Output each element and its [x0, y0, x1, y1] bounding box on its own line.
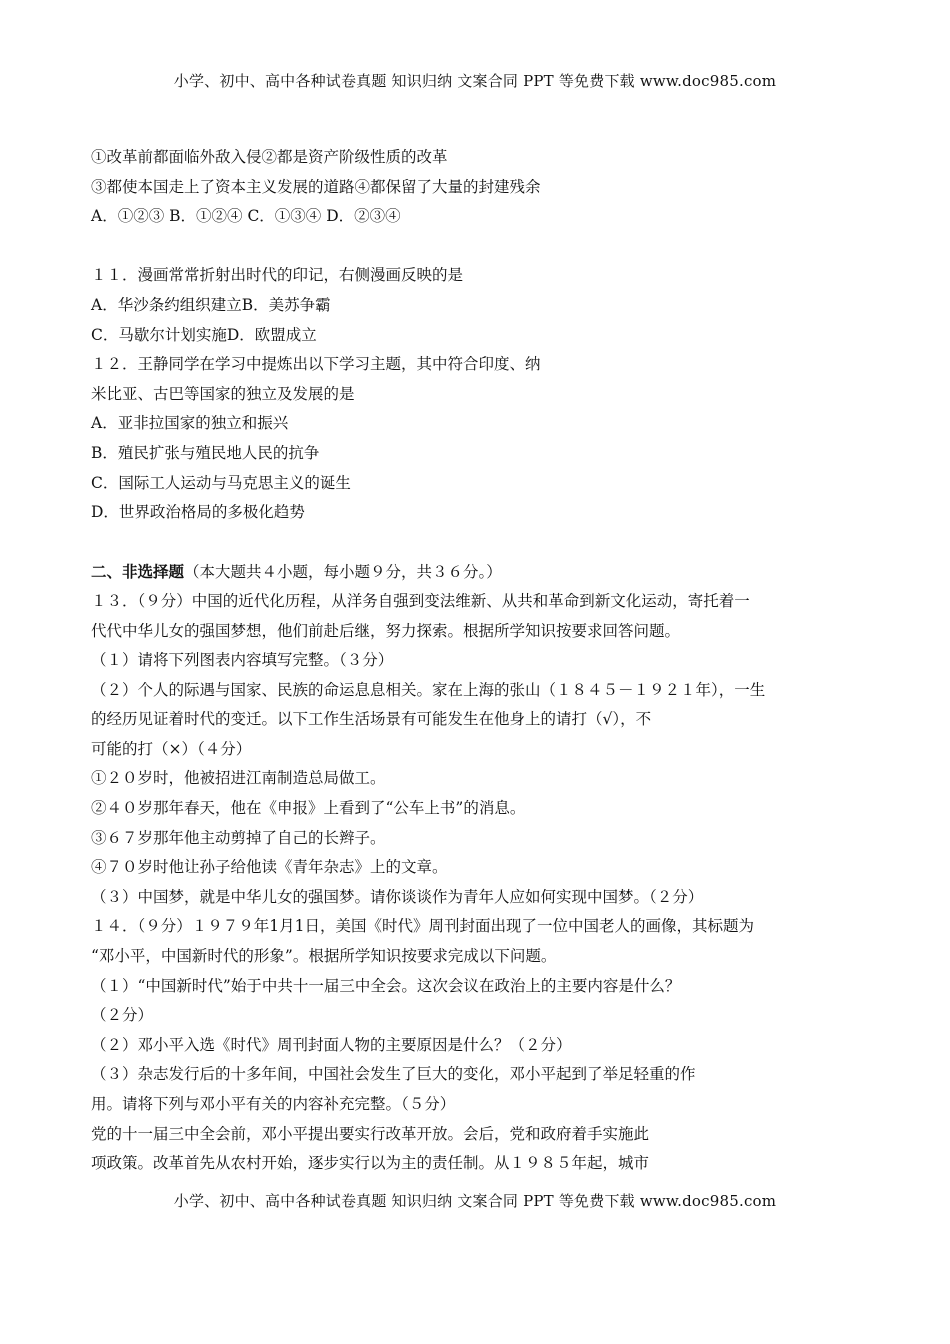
text-line: ③都使本国走上了资本主义发展的道路④都保留了大量的封建残余	[91, 177, 541, 196]
question-12: １２．王静同学在学习中提炼出以下学习主题，其中符合印度、纳	[91, 355, 541, 374]
text-line: （３）中国梦，就是中华儿女的强国梦。请你谈谈作为青年人应如何实现中国梦。（２分）	[91, 887, 704, 906]
question-14: １４．（９分）１９７９年1月1日，美国《时代》周刊封面出现了一位中国老人的画像，其标题为	[91, 917, 754, 936]
text-line: （２分）	[91, 1006, 154, 1025]
page-header-watermark: 小学、初中、高中各种试卷真题 知识归纳 文案合同 PPT 等免费下载 www.doc985.com	[173, 72, 777, 90]
section-note: （本大题共４小题，每小题９分，共３６分。）	[184, 563, 502, 582]
answer-options: A．①②③ B．①②④ C．①③④ D．②③④	[91, 207, 401, 226]
text-line: ①改革前都面临外敌入侵②都是资产阶级性质的改革	[91, 148, 448, 166]
page-content	[91, 143, 851, 1179]
text-line: “邓小平，中国新时代的形象”。根据所学知识按要求完成以下问题。	[91, 947, 557, 966]
text-line: ③６７岁那年他主动剪掉了自己的长辫子。	[91, 828, 386, 847]
section-heading	[91, 557, 851, 587]
text-line: 党的十一届三中全会前，邓小平提出要实行改革开放。会后，党和政府着手实施此	[91, 1124, 650, 1143]
text-line: 代代中华儿女的强国梦想，他们前赴后继，努力探索。根据所学知识按要求回答问题。	[91, 621, 681, 640]
question-11: １１．漫画常常折射出时代的印记，右侧漫画反映的是	[91, 266, 464, 285]
option-line: C．马歇尔计划实施D．欧盟成立	[91, 325, 317, 344]
text-line: 的经历见证着时代的变迁。以下工作生活场景有可能发生在他身上的请打（√），不	[91, 710, 652, 729]
text-line: （２）邓小平入选《时代》周刊封面人物的主要原因是什么？（２分）	[91, 1035, 572, 1054]
question-13: １３．（９分）中国的近代化历程，从洋务自强到变法维新、从共和革命到新文化运动，寄托着一	[91, 591, 750, 610]
section-title: 二、非选择题	[91, 562, 185, 582]
text-line: （１）请将下列图表内容填写完整。（３分）	[91, 651, 394, 670]
option-line: D．世界政治格局的多极化趋势	[91, 503, 305, 522]
text-line: ①２０岁时，他被招进江南制造总局做工。	[91, 769, 386, 788]
text-line: ④７０岁时他让孙子给他读《青年杂志》上的文章。	[91, 858, 448, 877]
page-footer-watermark: 小学、初中、高中各种试卷真题 知识归纳 文案合同 PPT 等免费下载 www.doc985.com	[173, 1192, 777, 1210]
text-line: （３）杂志发行后的十多年间，中国社会发生了巨大的变化，邓小平起到了举足轻重的作	[91, 1065, 696, 1084]
text-line: （２）个人的际遇与国家、民族的命运息息相关。家在上海的张山（１８４５－１９２１年），一生	[91, 680, 766, 699]
option-line: B．殖民扩张与殖民地人民的抗争	[91, 443, 320, 462]
text-line: 项政策。改革首先从农村开始，逐步实行以为主的责任制。从１９８５年起，城市	[91, 1154, 650, 1173]
text-line: 用。请将下列与邓小平有关的内容补充完整。（５分）	[91, 1095, 456, 1113]
option-line: A．亚非拉国家的独立和振兴	[91, 414, 289, 433]
text-line: 可能的打（×）（４分）	[91, 739, 252, 758]
option-line: C．国际工人运动与马克思主义的诞生	[91, 473, 351, 492]
option-line: A．华沙条约组织建立B．美苏争霸	[91, 295, 331, 314]
text-line: （１）“中国新时代”始于中共十一届三中全会。这次会议在政治上的主要内容是什么？	[91, 976, 681, 995]
text-line: ②４０岁那年春天，他在《申报》上看到了“公车上书”的消息。	[91, 799, 526, 818]
text-line: 米比亚、古巴等国家的独立及发展的是	[91, 384, 355, 403]
